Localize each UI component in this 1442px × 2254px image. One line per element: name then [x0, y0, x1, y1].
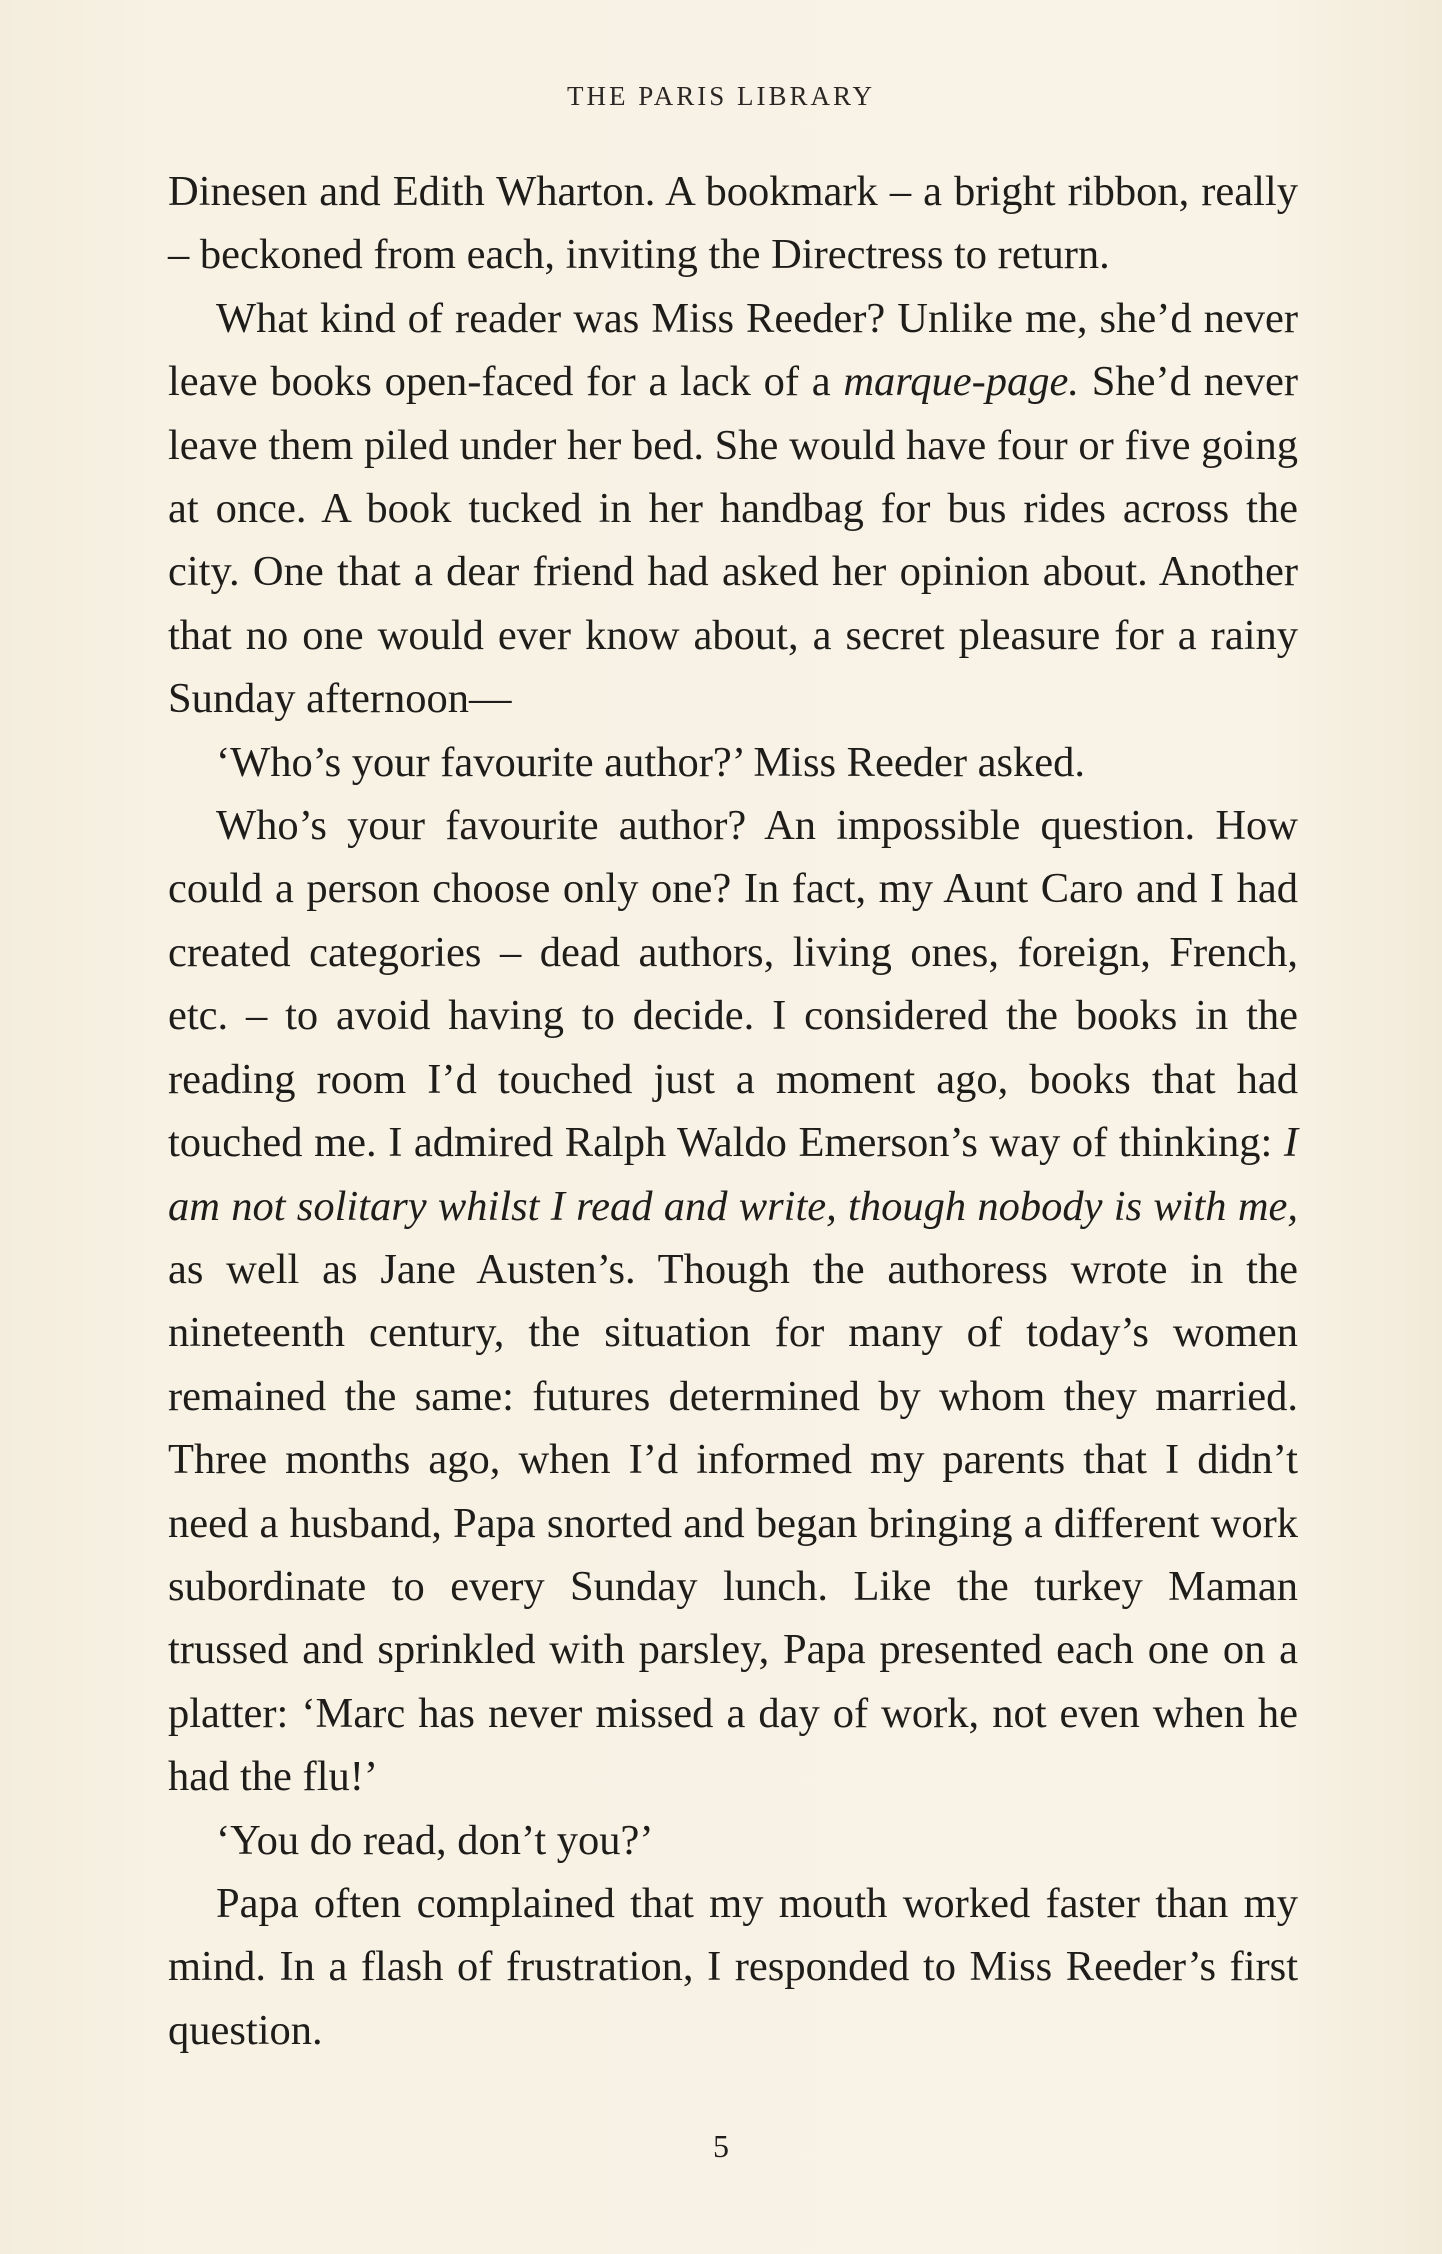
paragraph-dialogue: ‘You do read, don’t you?’ — [216, 1816, 654, 1864]
paragraph — [168, 794, 1298, 1809]
paragraph-text: as well as Jane Austen’s. Though the authoress wrote in the nineteenth century, the situation for many of today’s women remained the same: futures determined by whom they married. Three months ago, when I’d informed my parents that I didn’t need a husband, Papa snorted and began bringing a different work subordinate to every Sunday lunch. Like the turkey Maman trussed and sprinkled with parsley, Papa presented each one on a platter: ‘Marc has never missed a day of work, not even when he had the flu!’ — [168, 1245, 1298, 1801]
paragraph — [168, 287, 1298, 731]
page-number: 5 — [713, 2128, 729, 2164]
italic-term: marque-page. — [843, 358, 1079, 406]
paragraph: Papa often complained that my mouth worked faster than my mind. In a flash of frustration, I responded to Miss Reeder’s first question. — [168, 1879, 1298, 2054]
paragraph-text: She’d never leave them piled under her bed. She would have four or five going at once. A book tucked in her handbag for bus rides across the city. One that a dear friend had asked her opinion about. Another that no one would ever know about, a secret pleasure for a rainy Sunday afternoon— — [168, 358, 1298, 723]
body-text — [168, 160, 1298, 2062]
paragraph-text: What kind of reader was Miss Reeder? Unlike me, she’d never leave books open-faced for a lack of a — [168, 294, 1298, 406]
running-head: THE PARIS LIBRARY — [566, 81, 876, 111]
paragraph-continued: Dinesen and Edith Wharton. A bookmark – a bright ribbon, really – beckoned from each, inviting the Directress to return. — [168, 168, 1298, 279]
paragraph-text: Who’s your favourite author? An impossible question. How could a person choose only one? In fact, my Aunt Caro and I had created categories – dead authors, living ones, foreign, French, etc. – to avoid having to decide. I considered the books in the reading room I’d touched just a moment ago, books that had touched me. I admired Ralph Waldo Emerson’s way of thinking: — [168, 802, 1298, 1167]
paragraph-dialogue: ‘Who’s your favourite author?’ Miss Reeder asked. — [216, 738, 1086, 786]
italic-quote: I am not solitary whilst I read and write, though nobody is with me, — [168, 1119, 1298, 1230]
